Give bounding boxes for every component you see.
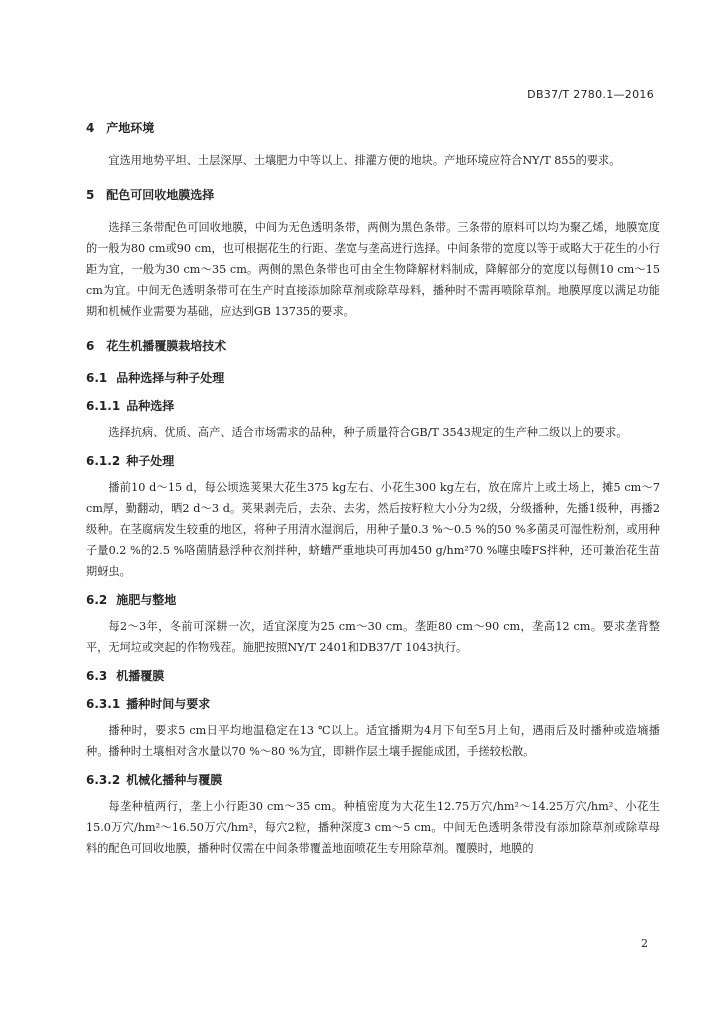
- subsubsection-heading: [86, 451, 660, 471]
- section-heading: [86, 118, 660, 138]
- section-paragraph: 播前10 d～15 d，每公顷选荚果大花生375 kg左右、小花生300 kg左右，放在席片上或土场上，摊5 cm～7 cm厚，勤翻动，晒2 d～3 d。荚果剥壳后，去杂、去劣，然后按籽粒大小分为2级，分级播种，先播1级种，再播2级种。在茎腐病发生较重的地区，将种子用清水湿润后，用种子量0.3 %～0.5 %的50 %多菌灵可湿性粉剂，或用种子量0.2 %的2.5 %咯菌腈悬浮种衣剂拌种，蛴螬严重地块可再加450 g/hm²70 %噻虫嗪FS拌种，还可兼治花生苗期蚜虫。: [86, 481, 660, 578]
- section-title: 配色可回收地膜选择: [106, 188, 215, 202]
- section-number: 6.3: [86, 669, 108, 683]
- section-number: 6.2: [86, 593, 108, 607]
- section-title: 种子处理: [126, 454, 175, 468]
- section-number: 6.3.2: [86, 773, 121, 787]
- section-title: 播种时间与要求: [126, 697, 211, 711]
- doc-code: DB37/T 2780.1—2016: [527, 88, 654, 101]
- subsubsection-heading: [86, 396, 660, 416]
- section-title: 机播覆膜: [116, 669, 165, 683]
- section-heading: [86, 336, 660, 356]
- section-title: 品种选择: [126, 399, 175, 413]
- section-number: 6.1.2: [86, 454, 121, 468]
- subsubsection-heading: [86, 694, 660, 714]
- section-title: 机械化播种与覆膜: [126, 773, 223, 787]
- section-title: 施肥与整地: [116, 593, 177, 607]
- section-number: 5: [86, 188, 95, 202]
- section-paragraph: 宜选用地势平坦、土层深厚、土壤肥力中等以上、排灌方便的地块。产地环境应符合NY/T 855的要求。: [108, 154, 621, 167]
- section-number: 6: [86, 339, 95, 353]
- section-paragraph: 每2～3年，冬前可深耕一次，适宜深度为25 cm～30 cm。垄距80 cm～90 cm，垄高12 cm。要求垄背整平，无坷垃或突起的作物残茬。施肥按照NY/T 2401和DB37/T 1043执行。: [86, 620, 660, 654]
- section-paragraph: 播种时，要求5 cm日平均地温稳定在13 ℃以上。适宜播期为4月下旬至5月上旬，遇雨后及时播种或造墒播种。播种时土壤相对含水量以70 %～80 %为宜，即耕作层土壤手握能成团，手搓较松散。: [86, 724, 660, 758]
- page-number: 2: [641, 937, 648, 950]
- section-number: 6.1: [86, 371, 108, 385]
- section-title: 品种选择与种子处理: [116, 371, 225, 385]
- section-number: 6.1.1: [86, 399, 121, 413]
- document-body: [86, 118, 660, 859]
- subsection-heading: [86, 368, 660, 388]
- section-paragraph: 选择三条带配色可回收地膜，中间为无色透明条带，两侧为黑色条带。三条带的原料可以均为聚乙烯，地膜宽度的一般为80 cm或90 cm，也可根据花生的行距、垄宽与垄高进行选择。中间条带的宽度以等于或略大于花生的小行距为宜，一般为30 cm～35 cm。两侧的黑色条带也可由全生物降解材料制成，降解部分的宽度以每侧10 cm～15 cm为宜。中间无色透明条带可在生产时直接添加除草剂或除草母料，播种时不需再喷除草剂。地膜厚度以满足功能期和机械作业需要为基础，应达到GB 13735的要求。: [86, 221, 660, 318]
- section-title: 产地环境: [106, 121, 155, 135]
- subsubsection-heading: [86, 770, 660, 790]
- subsection-heading: [86, 590, 660, 610]
- section-paragraph: 每垄种植两行，垄上小行距30 cm～35 cm。种植密度为大花生12.75万穴/hm²～14.25万穴/hm²、小花生15.0万穴/hm²～16.50万穴/hm²，每穴2粒，播种深度3 cm～5 cm。中间无色透明条带没有添加除草剂或除草母料的配色可回收地膜，播种时仅需在中间条带覆盖地面喷花生专用除草剂。覆膜时，地膜的: [86, 800, 660, 855]
- section-title: 花生机播覆膜栽培技术: [106, 339, 227, 353]
- section-paragraph: 选择抗病、优质、高产、适合市场需求的品种，种子质量符合GB/T 3543规定的生产种二级以上的要求。: [108, 426, 628, 439]
- subsection-heading: [86, 666, 660, 686]
- section-number: 4: [86, 121, 95, 135]
- section-number: 6.3.1: [86, 697, 121, 711]
- section-heading: [86, 185, 660, 205]
